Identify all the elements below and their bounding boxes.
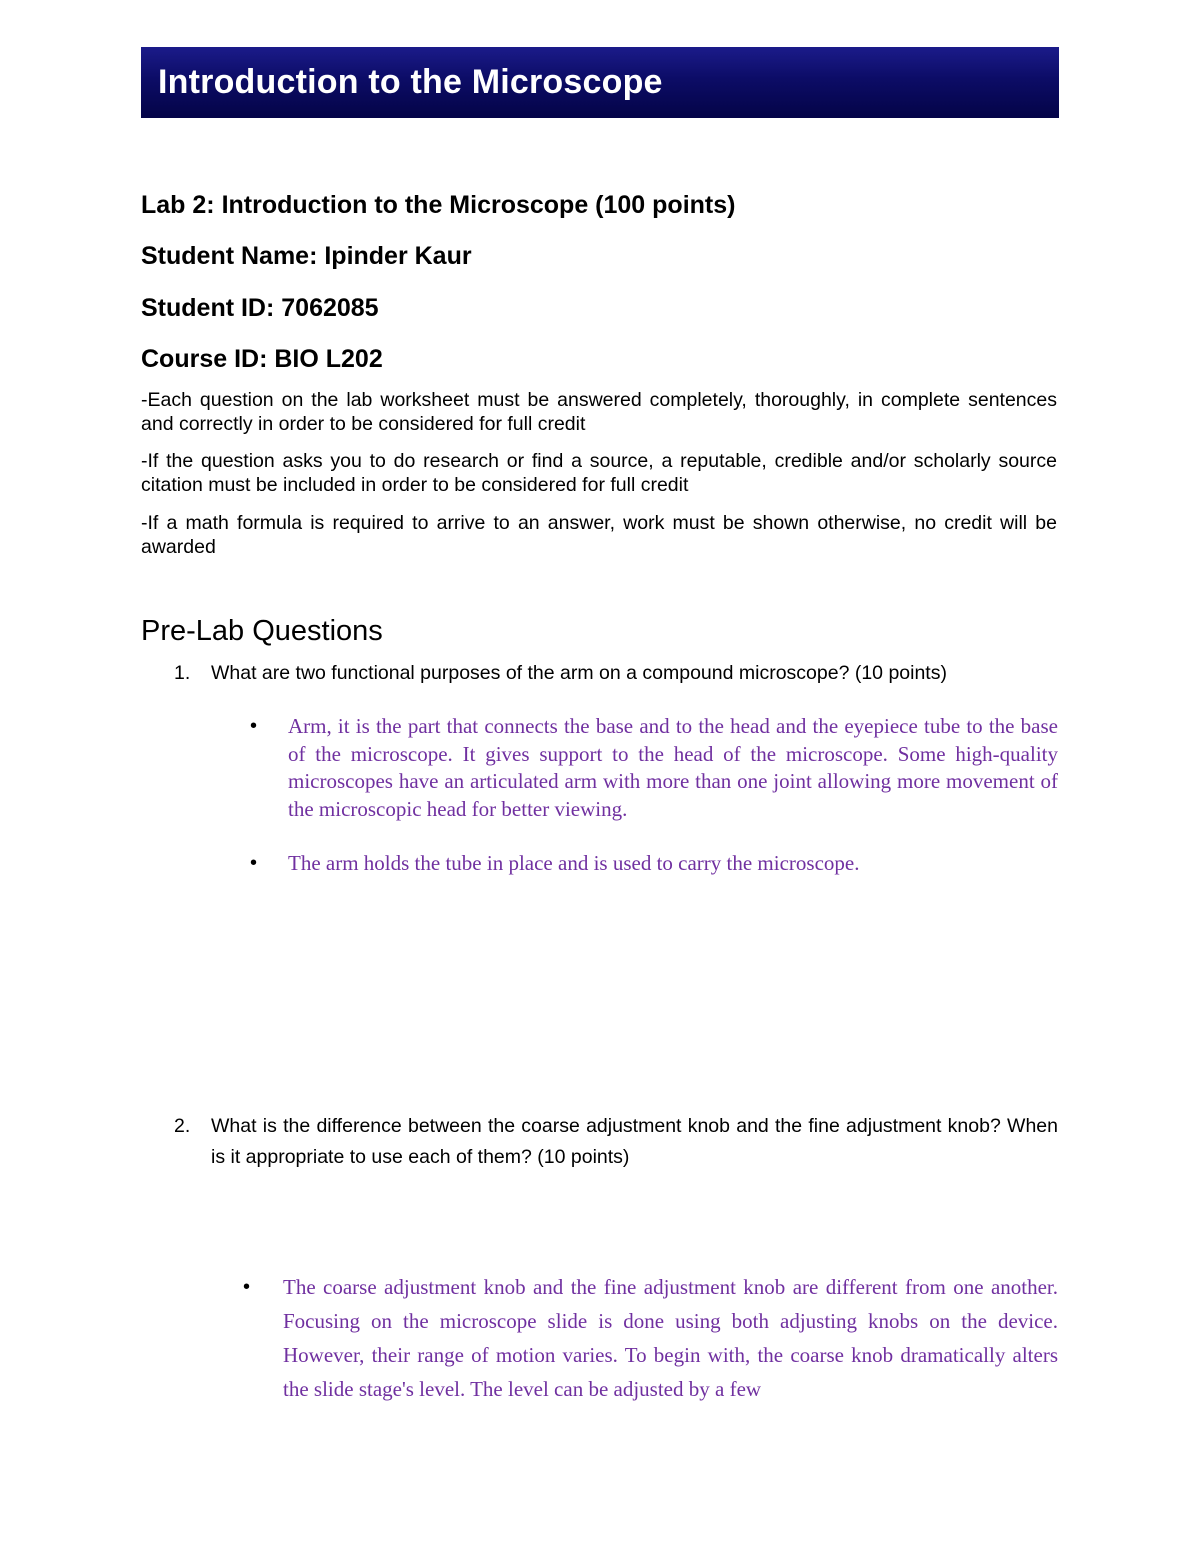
course-id: Course ID: BIO L202 bbox=[141, 345, 383, 373]
question-2 bbox=[174, 1111, 1058, 1173]
question-1 bbox=[174, 658, 1058, 689]
title-banner bbox=[141, 47, 1059, 118]
instruction-rule: -Each question on the lab worksheet must be answered completely, thoroughly, in complete sentences and correctly in order to be considered for full credit bbox=[141, 389, 1057, 435]
answer-item bbox=[243, 1270, 1058, 1406]
student-name: Student Name: Ipinder Kaur bbox=[141, 242, 472, 270]
instruction-rule: -If the question asks you to do research or find a source, a reputable, credible and/or scholarly source citation must be included in order to be considered for full credit bbox=[141, 450, 1057, 496]
question-text: What is the difference between the coarse adjustment knob and the fine adjustment knob? When is it appropriate to use each of them? (10 points) bbox=[211, 1115, 1058, 1168]
bullet-icon: • bbox=[250, 715, 258, 737]
bullet-icon: • bbox=[243, 1276, 251, 1298]
question-number: 1. bbox=[174, 662, 191, 684]
answer-text: Arm, it is the part that connects the base and to the head and the eyepiece tube to the base of the microscope. It gives support to the head of the microscope. Some high-quality microscopes have an articulated arm with more than one joint allowing more movement of the microscopic head for better viewing. bbox=[288, 714, 1058, 821]
document-title: Introduction to the Microscope bbox=[158, 63, 663, 101]
answer-text: The arm holds the tube in place and is used to carry the microscope. bbox=[288, 851, 860, 875]
question-number: 2. bbox=[174, 1115, 191, 1137]
question-text: What are two functional purposes of the arm on a compound microscope? (10 points) bbox=[211, 662, 947, 684]
lab-title: Lab 2: Introduction to the Microscope (100 points) bbox=[141, 191, 736, 219]
answer-text: The coarse adjustment knob and the fine adjustment knob are different from one another. Focusing on the microscope slide is done using both adjusting knobs on the device. However, their range of motion varies. To begin with, the coarse knob dramatically alters the slide stage's level. The level can be adjusted by a few bbox=[283, 1275, 1058, 1401]
answer-item bbox=[250, 850, 1058, 878]
instruction-rule: -If a math formula is required to arrive to an answer, work must be shown otherwise, no credit will be awarded bbox=[141, 512, 1057, 558]
section-heading: Pre-Lab Questions bbox=[141, 615, 383, 647]
bullet-icon: • bbox=[250, 852, 258, 874]
answer-item bbox=[250, 713, 1058, 823]
student-id: Student ID: 7062085 bbox=[141, 294, 379, 322]
